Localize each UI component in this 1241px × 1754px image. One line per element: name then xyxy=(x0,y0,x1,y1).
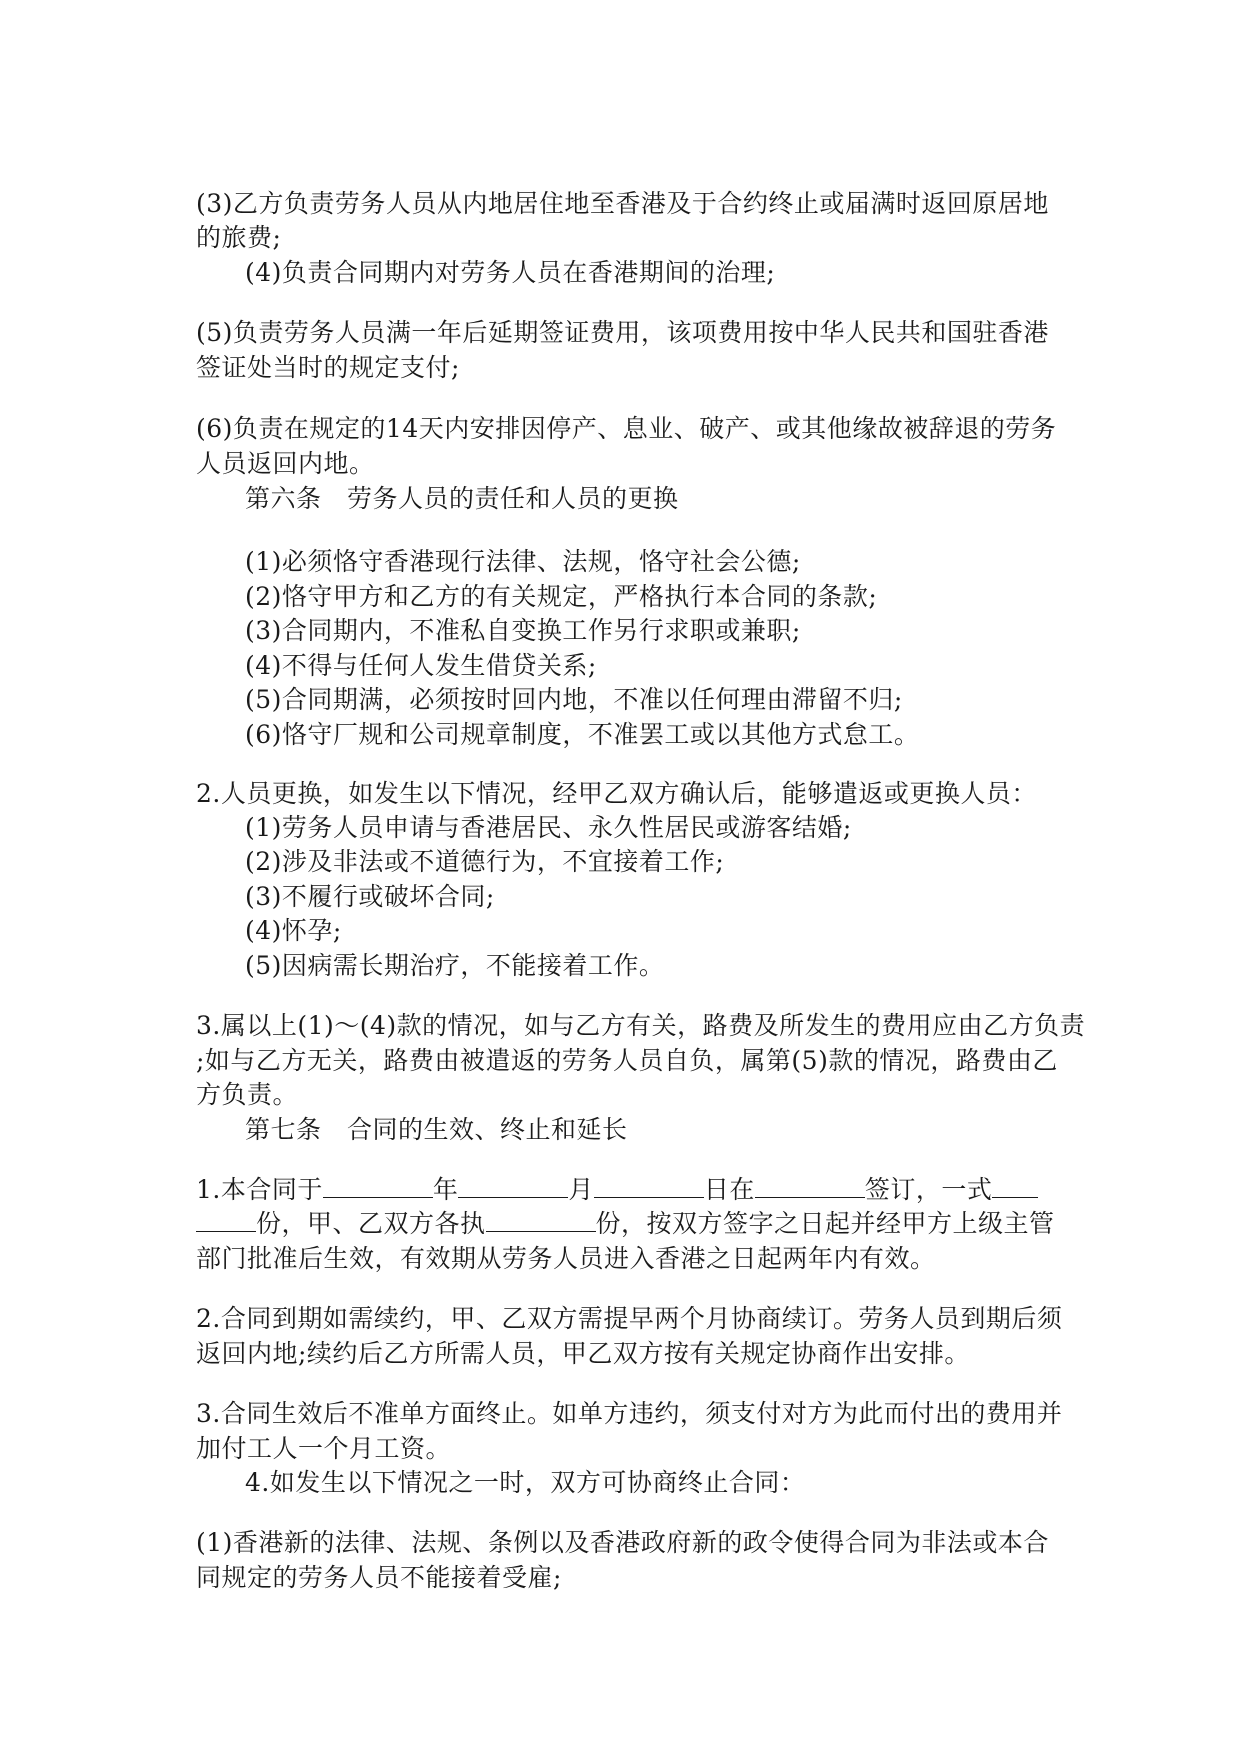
paragraph-line: 4.如发生以下情况之一时，双方可协商终止合同： xyxy=(245,1468,806,1497)
text-segment: 1.本合同于 xyxy=(196,1175,323,1204)
paragraph-line: 人员返回内地。 xyxy=(196,449,375,478)
text-segment: 年 xyxy=(432,1175,459,1204)
text-segment: 日在 xyxy=(703,1175,755,1204)
list-item: (6)恪守厂规和公司规章制度，不准罢工或以其他方式怠工。 xyxy=(245,720,920,749)
paragraph-line xyxy=(196,1173,1038,1207)
list-item: (3)不履行或破坏合同; xyxy=(245,882,495,911)
paragraph-line: (3)乙方负责劳务人员从内地居住地至香港及于合约终止或届满时返回原居地 xyxy=(196,189,1049,218)
fill-in-blank[interactable] xyxy=(323,1173,433,1198)
paragraph-line: 3.合同生效后不准单方面终止。如单方违约，须支付对方为此而付出的费用并 xyxy=(196,1399,1063,1428)
list-item: (4)不得与任何人发生借贷关系; xyxy=(245,651,597,680)
list-item: (5)合同期满，必须按时回内地，不准以任何理由滞留不归; xyxy=(245,685,903,714)
paragraph-line: (4)负责合同期内对劳务人员在香港期间的治理; xyxy=(245,258,776,287)
paragraph-line: 方负责。 xyxy=(196,1080,299,1109)
paragraph-line: 2.合同到期如需续约，甲、乙双方需提早两个月协商续订。劳务人员到期后须 xyxy=(196,1304,1063,1333)
list-item: (3)合同期内，不准私自变换工作另行求职或兼职; xyxy=(245,616,801,645)
text-segment: 签订，一式 xyxy=(864,1175,993,1204)
paragraph-line: 3.属以上(1)～(4)款的情况，如与乙方有关，路费及所发生的费用应由乙方负责 xyxy=(196,1011,1086,1040)
list-item: (5)因病需长期治疗，不能接着工作。 xyxy=(245,951,665,980)
paragraph-line: 返回内地;续约后乙方所需人员，甲乙双方按有关规定协商作出安排。 xyxy=(196,1339,970,1368)
paragraph-line: 同规定的劳务人员不能接着受雇; xyxy=(196,1563,562,1592)
section-heading: 第六条 劳务人员的责任和人员的更换 xyxy=(245,484,679,513)
paragraph-line: ;如与乙方无关，路费由被遣返的劳务人员自负，属第(5)款的情况，路费由乙 xyxy=(196,1046,1058,1075)
paragraph-line: 签证处当时的规定支付; xyxy=(196,353,460,382)
paragraph-line: 部门批准后生效，有效期从劳务人员进入香港之日起两年内有效。 xyxy=(196,1244,936,1273)
fill-in-blank[interactable] xyxy=(755,1173,865,1198)
fill-in-blank[interactable] xyxy=(486,1207,596,1232)
list-item: (4)怀孕; xyxy=(245,916,342,945)
fill-in-blank[interactable] xyxy=(458,1173,568,1198)
paragraph-line: (6)负责在规定的14天内安排因停产、息业、破产、或其他缘故被辞退的劳务 xyxy=(196,414,1057,443)
section-heading: 第七条 合同的生效、终止和延长 xyxy=(245,1115,628,1144)
list-item: (1)必须恪守香港现行法律、法规，恪守社会公德; xyxy=(245,547,801,576)
paragraph-line: 加付工人一个月工资。 xyxy=(196,1434,452,1463)
paragraph-line: (5)负责劳务人员满一年后延期签证费用，该项费用按中华人民共和国驻香港 xyxy=(196,318,1049,347)
text-segment: 份，甲、乙双方各执 xyxy=(256,1209,486,1238)
paragraph-line: 2.人员更换，如发生以下情况，经甲乙双方确认后，能够遣返或更换人员： xyxy=(196,779,1037,808)
text-segment: 份，按双方签字之日起并经甲方上级主管 xyxy=(595,1209,1055,1238)
list-item: (1)劳务人员申请与香港居民、永久性居民或游客结婚; xyxy=(245,813,852,842)
list-item: (2)涉及非法或不道德行为，不宜接着工作; xyxy=(245,847,725,876)
fill-in-blank[interactable] xyxy=(196,1207,256,1232)
list-item: (2)恪守甲方和乙方的有关规定，严格执行本合同的条款; xyxy=(245,582,878,611)
paragraph-line: (1)香港新的法律、法规、条例以及香港政府新的政令使得合同为非法或本合 xyxy=(196,1528,1049,1557)
paragraph-line xyxy=(196,1207,1055,1241)
fill-in-blank[interactable] xyxy=(594,1173,704,1198)
text-segment: 月 xyxy=(568,1175,594,1204)
paragraph-line: 的旅费; xyxy=(196,223,282,252)
fill-in-blank[interactable] xyxy=(992,1173,1038,1198)
